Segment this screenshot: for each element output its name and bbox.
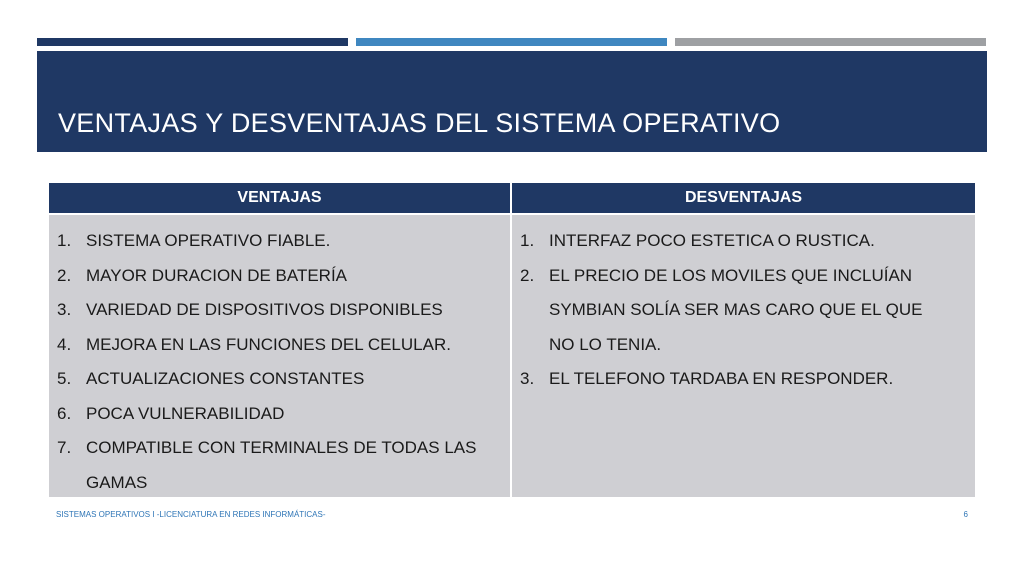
item-text: MEJORA EN LAS FUNCIONES DEL CELULAR. — [86, 334, 451, 354]
list-item — [57, 328, 502, 363]
list-item — [57, 293, 502, 328]
item-number: 2. — [520, 265, 535, 285]
accent-bar-blue — [356, 38, 667, 46]
ventajas-list — [57, 224, 502, 500]
item-text: SISTEMA OPERATIVO FIABLE. — [86, 231, 331, 250]
list-item — [520, 259, 967, 363]
item-text: NO LO TENIA. — [549, 334, 662, 354]
list-item — [57, 362, 502, 397]
desventajas-header: DESVENTAJAS — [512, 183, 975, 213]
desventajas-column — [512, 183, 975, 497]
item-text: EL PRECIO DE LOS MOVILES QUE INCLUÍAN — [549, 265, 913, 285]
item-number: 3. — [520, 369, 535, 388]
list-item — [520, 362, 967, 397]
item-text: MAYOR DURACION DE BATERÍA — [86, 265, 348, 285]
item-number: 6. — [57, 403, 72, 423]
title-band — [37, 51, 987, 152]
desventajas-cell — [512, 215, 975, 497]
list-item — [520, 224, 967, 259]
comparison-table — [49, 183, 975, 497]
accent-bar-navy — [37, 38, 348, 46]
ventajas-cell — [49, 215, 510, 497]
item-text: ACTUALIZACIONES CONSTANTES — [86, 369, 365, 388]
item-number: 1. — [520, 231, 535, 250]
slide-title: VENTAJAS Y DESVENTAJAS DEL SISTEMA OPERATIVO — [58, 108, 781, 138]
item-text: INTERFAZ POCO ESTETICA O RUSTICA. — [549, 231, 875, 250]
accent-bar-gray — [675, 38, 986, 46]
desventajas-list — [520, 224, 967, 397]
list-item — [57, 397, 502, 432]
item-text: VARIEDAD DE DISPOSITIVOS DISPONIBLES — [86, 300, 443, 319]
item-text: COMPATIBLE CON TERMINALES DE TODAS LAS — [86, 438, 477, 457]
item-number: 4. — [57, 334, 72, 354]
list-item — [57, 431, 502, 500]
item-text: EL TELEFONO TARDABA EN RESPONDER. — [549, 369, 894, 388]
list-item — [57, 224, 502, 259]
item-number: 3. — [57, 300, 72, 319]
ventajas-header: VENTAJAS — [49, 183, 510, 213]
page-number: 6 — [963, 510, 968, 519]
item-number: 1. — [57, 231, 72, 250]
list-item — [57, 259, 502, 294]
item-text: GAMAS — [86, 472, 148, 492]
item-number: 7. — [57, 438, 72, 457]
item-number: 2. — [57, 265, 72, 285]
item-number: 5. — [57, 369, 72, 388]
footer-text: SISTEMAS OPERATIVOS I -LICENCIATURA EN REDES INFORMÁTICAS- — [56, 510, 326, 519]
item-text: SYMBIAN SOLÍA SER MAS CARO QUE EL QUE — [549, 300, 923, 319]
ventajas-column — [49, 183, 510, 497]
item-text: POCA VULNERABILIDAD — [86, 403, 285, 423]
